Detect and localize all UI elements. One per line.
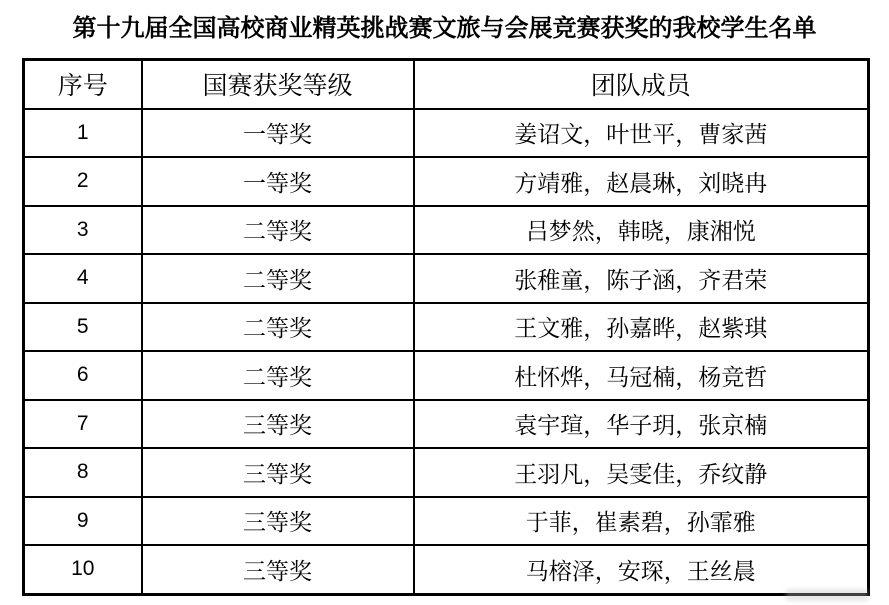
page-title: 第十九届全国高校商业精英挑战赛文旅与会展竞赛获奖的我校学生名单 [72,16,817,42]
row-members-cell: 杜怀烨，马冠楠，杨竞哲 [414,351,869,400]
row-members-cell: 姜诏文，叶世平，曹家茜 [414,109,869,158]
table-row [24,303,869,352]
row-index-cell: 1 [24,109,142,158]
faint-watermark [786,589,868,601]
table-row [24,206,869,255]
row-award-cell: 二等奖 [142,303,414,352]
row-award-cell: 二等奖 [142,254,414,303]
header-row [24,60,869,109]
row-index-cell: 4 [24,254,142,303]
column-header-award-level: 国赛获奖等级 [142,60,414,109]
row-members-cell: 王羽凡，吴雯佳，乔纹静 [414,448,869,497]
row-members-cell: 王文雅，孙嘉晔，赵紫琪 [414,303,869,352]
table-body [24,109,869,595]
row-index-cell: 6 [24,351,142,400]
row-award-cell: 一等奖 [142,157,414,206]
row-award-cell: 一等奖 [142,109,414,158]
row-index-cell: 5 [24,303,142,352]
row-index-cell: 8 [24,448,142,497]
row-members-cell: 马榕泽，安琛，王丝晨 [414,545,869,594]
row-index-cell: 7 [24,400,142,449]
row-award-cell: 三等奖 [142,545,414,594]
row-members-cell: 方靖雅，赵晨琳，刘晓冉 [414,157,869,206]
row-members-cell: 袁宇瑄，华子玥，张京楠 [414,400,869,449]
column-header-index: 序号 [24,60,142,109]
table-row [24,545,869,594]
table-row [24,351,869,400]
row-members-cell: 张稚童，陈子涵，齐君荣 [414,254,869,303]
row-award-cell: 二等奖 [142,351,414,400]
row-index-cell: 10 [24,545,142,594]
table-row [24,400,869,449]
table-row [24,109,869,158]
row-award-cell: 三等奖 [142,448,414,497]
table-row [24,254,869,303]
row-award-cell: 二等奖 [142,206,414,255]
table-row [24,157,869,206]
table-row [24,448,869,497]
row-index-cell: 9 [24,497,142,546]
row-members-cell: 于菲，崔素碧，孙霏雅 [414,497,869,546]
table-row [24,497,869,546]
row-members-cell: 吕梦然，韩晓，康湘悦 [414,206,869,255]
row-award-cell: 三等奖 [142,400,414,449]
row-index-cell: 2 [24,157,142,206]
award-table [22,58,870,596]
column-header-team-members: 团队成员 [414,60,869,109]
row-index-cell: 3 [24,206,142,255]
row-award-cell: 三等奖 [142,497,414,546]
